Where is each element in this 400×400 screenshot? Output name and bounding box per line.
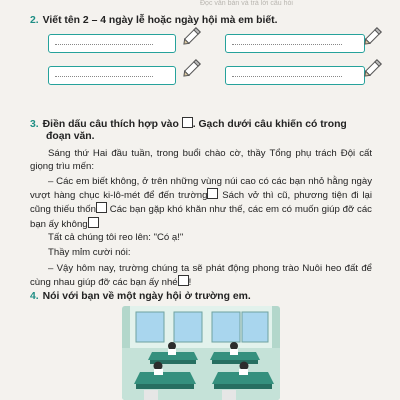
paragraph-teacher: Thầy mỉm cười nói: (48, 247, 131, 258)
pencil-icon (180, 58, 202, 80)
paragraph-dialogue-2: – Vậy hôm nay, trường chúng ta sẽ phát động phong trào Nuôi heo đất để cùng nhau giúp đỡ các bạn ấy nhé ! (30, 263, 372, 289)
punctuation-box-2[interactable] (96, 202, 107, 213)
punctuation-box-4[interactable] (178, 275, 189, 286)
answer-row-1-left[interactable] (48, 34, 198, 55)
paragraph-dialogue-1: – Các em biết không, ở trên những vùng núi cao có các bạn nhỏ hằng ngày vượt hàng chục ki-lô-mét để đến trường Sách vở thì cũ, phương tiện đi lại cũng thiếu thốn Các bạn gặp khó khăn như thế, các em có muốn giúp đỡ các bạn ấy không (30, 176, 373, 230)
paragraph-intro: Sáng thứ Hai đầu tuần, trong buổi chào cờ, thầy Tổng phụ trách Đội cất giọng trìu mến: (30, 148, 372, 173)
faded-previous-text: Đọc văn bản và trả lời câu hỏi (200, 0, 293, 7)
classroom-illustration (122, 306, 280, 400)
pencil-icon (361, 26, 383, 48)
pencil-icon (180, 26, 202, 48)
pencil-icon (361, 58, 383, 80)
checkbox-square-icon (182, 117, 193, 128)
punctuation-box-3[interactable] (88, 217, 99, 228)
exercise-2-title: 2. Viết tên 2 – 4 ngày lễ hoặc ngày hội mà em biết. (30, 15, 278, 26)
exercise-4-title: 4. Nói với bạn về một ngày hội ở trường em. (30, 291, 251, 302)
exercise-3-title-line2: đoạn văn. (46, 131, 95, 142)
answer-row-2-left[interactable] (48, 66, 198, 87)
answer-row-2-right[interactable] (225, 66, 375, 87)
exercise-3-title: 3. Điền dấu câu thích hợp vào . Gạch dưới câu khiến có trong (30, 119, 347, 130)
punctuation-box-1[interactable] (207, 188, 218, 199)
answer-row-1-right[interactable] (225, 34, 375, 55)
paragraph-reply: Tất cả chúng tôi reo lên: "Có ạ!" (48, 232, 184, 243)
